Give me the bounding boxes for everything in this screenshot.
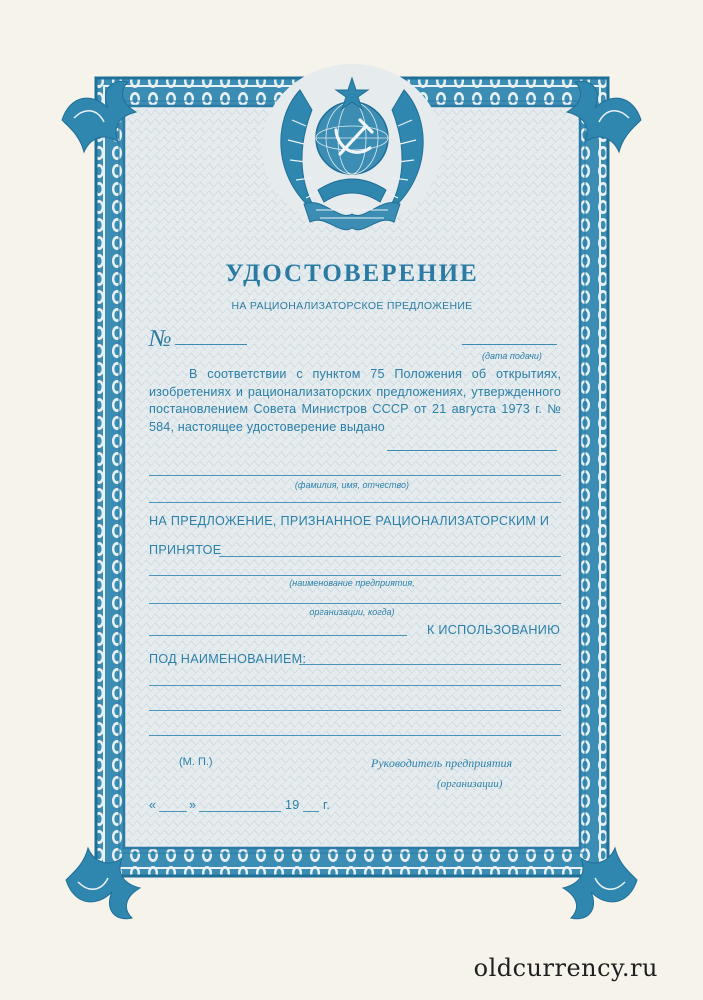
month-field[interactable]: [199, 811, 281, 812]
usage-field[interactable]: [149, 635, 407, 636]
document-title: УДОСТОВЕРЕНИЕ: [225, 260, 479, 287]
submission-date-caption: (дата подачи): [482, 351, 542, 361]
watermark-text: oldcurrency.ru: [473, 954, 658, 982]
year-field[interactable]: [303, 811, 319, 812]
certificate-body: [127, 108, 577, 844]
accepted-label: ПРИНЯТОЕ: [149, 543, 222, 557]
proposal-name-field-2[interactable]: [149, 685, 561, 686]
year-prefix: 19: [285, 798, 300, 812]
enterprise-caption: (наименование предприятия,: [289, 578, 415, 588]
organization-caption: организации, когда): [309, 607, 395, 617]
submission-date-field[interactable]: [462, 344, 557, 345]
date-quote-close: »: [189, 798, 197, 812]
legal-paragraph-text: В соответствии с пунктом 75 Положения об открытиях, изобретениях и рационализаторских предложениях, утвержденного постановлением Совета Министров СССР от 21 августа 1973 г. № 584, настоящее удостоверение выдано: [149, 367, 561, 434]
proposal-name-field-3[interactable]: [149, 710, 561, 711]
full-name-caption: (фамилия, имя, отчество): [294, 480, 410, 490]
full-name-field[interactable]: [149, 475, 561, 476]
proposal-name-field[interactable]: [299, 664, 561, 665]
issued-to-field[interactable]: [387, 450, 557, 451]
enterprise-field[interactable]: [149, 575, 561, 576]
day-field[interactable]: [159, 811, 187, 812]
head-label: Руководитель предприятия: [371, 756, 513, 770]
stamp-label: (М. П.): [179, 756, 213, 768]
proposal-text: НА ПРЕДЛОЖЕНИЕ, ПРИЗНАННОЕ РАЦИОНАЛИЗАТОРСКИМ И: [149, 514, 550, 528]
usage-text: К ИСПОЛЬЗОВАНИЮ: [427, 623, 561, 637]
date-quote-open: «: [149, 798, 157, 812]
document-subtitle: НА РАЦИОНАЛИЗАТОРСКОЕ ПРЕДЛОЖЕНИЕ: [231, 300, 473, 312]
full-name-field-2[interactable]: [149, 502, 561, 503]
year-suffix: г.: [323, 798, 331, 812]
named-label: ПОД НАИМЕНОВАНИЕМ:: [149, 652, 307, 666]
head-caption: (организации): [437, 778, 503, 790]
number-label: №: [149, 326, 172, 352]
legal-paragraph: [149, 366, 561, 436]
number-field[interactable]: [175, 344, 247, 345]
accepted-by-field[interactable]: [219, 556, 561, 557]
organization-field[interactable]: [149, 603, 561, 604]
proposal-name-field-4[interactable]: [149, 735, 561, 736]
